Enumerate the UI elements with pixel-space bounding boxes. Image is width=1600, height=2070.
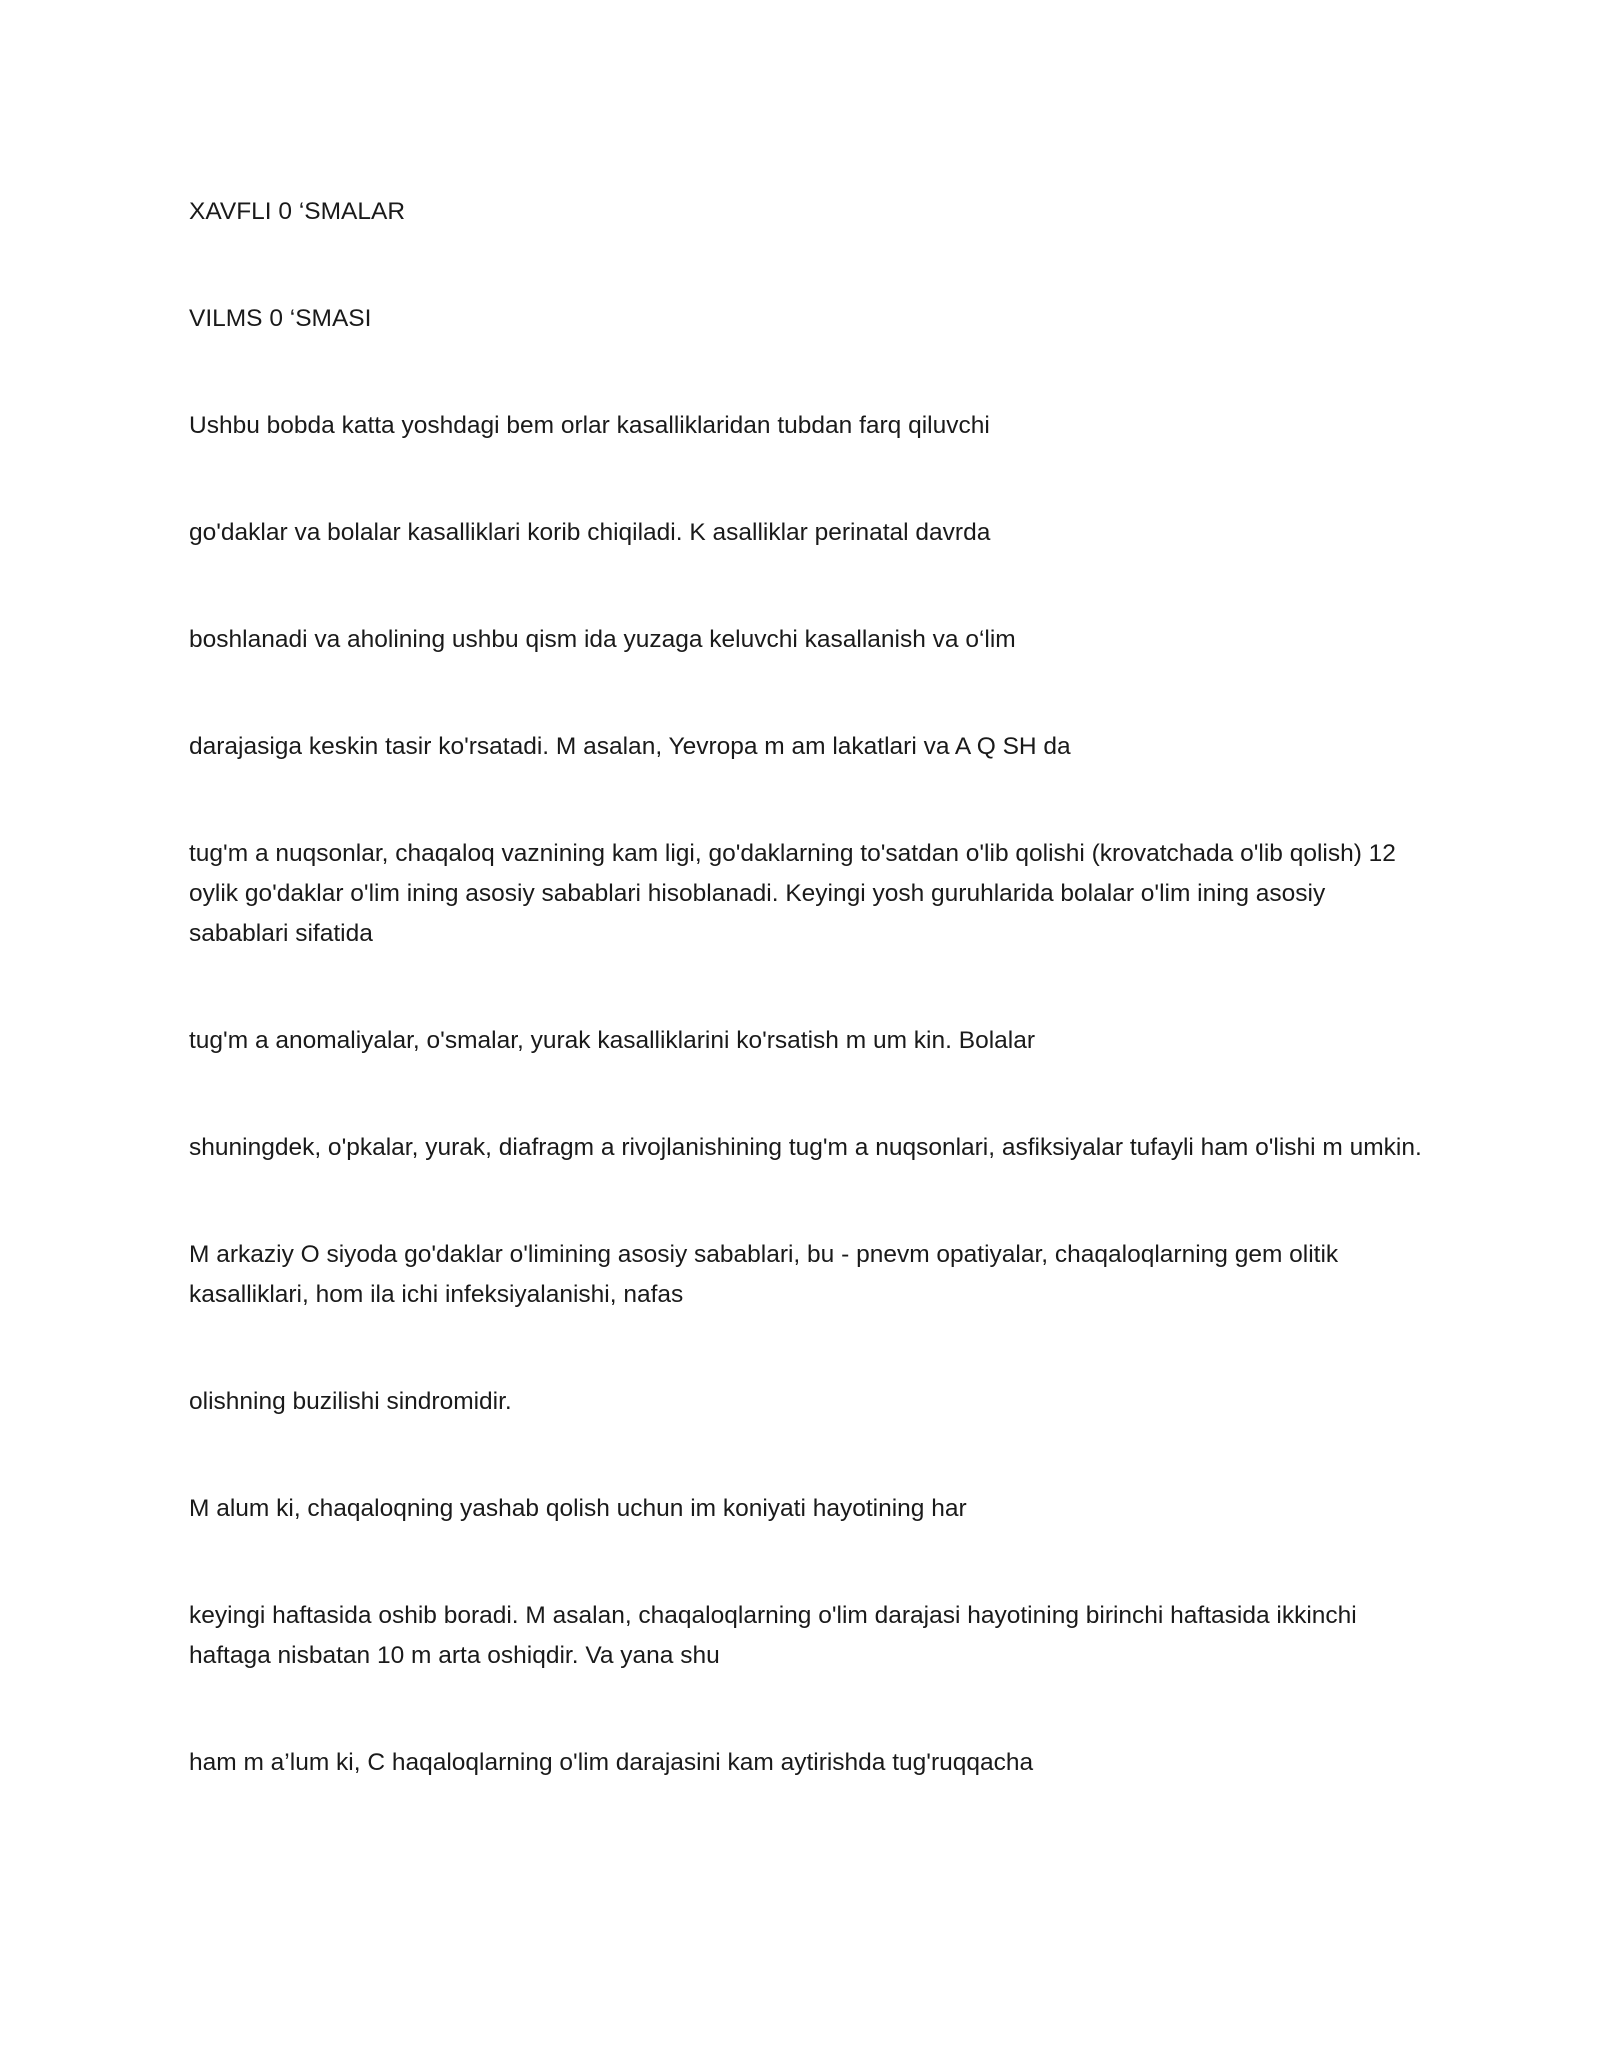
paragraph: keyingi haftasida oshib boradi. M asalan, chaqaloqlarning o'lim darajasi hayotining birinchi haftasida ikkinchi haftaga nisbatan 10 m arta oshiqdir. Va yana shu <box>189 1602 1357 1669</box>
paragraph: M arkaziy O siyoda go'daklar o'limining asosiy sabablari, bu - pnevm opatiyalar, chaqaloqlarning gem olitik kasalliklari, hom ila ichi infeksiyalanishi, nafas <box>189 1241 1339 1308</box>
paragraph: olishning buzilishi sindromidir. <box>189 1388 512 1415</box>
document-subheading: VILMS 0 ‘SMASI <box>189 305 372 332</box>
document-heading: XAVFLI 0 ‘SMALAR <box>189 198 406 225</box>
paragraph: darajasiga keskin tasir ko'rsatadi. M asalan, Yevropa m am lakatlari va A Q SH da <box>189 733 1071 760</box>
paragraph: shuningdek, o'pkalar, yurak, diafragm a rivojlanishining tug'm a nuqsonlari, asfiksiyalar tufayli ham o'lishi m umkin. <box>189 1134 1422 1161</box>
paragraph: go'daklar va bolalar kasalliklari korib chiqiladi. K asalliklar perinatal davrda <box>189 519 991 546</box>
paragraph: ham m a’lum ki, C haqaloqlarning o'lim darajasini kam aytirishda tug'ruqqacha <box>189 1749 1034 1776</box>
paragraph: tug'm a anomaliyalar, o'smalar, yurak kasalliklarini ko'rsatish m um kin. Bolalar <box>189 1027 1035 1054</box>
paragraph: tug'm a nuqsonlar, chaqaloq vaznining kam ligi, go'daklarning to'satdan o'lib qolishi (krovatchada o'lib qolish) 12 oylik go'daklar o'lim ining asosiy sabablari hisoblanadi. Keyingi yosh guruhlarida bolalar o'lim ining asosiy sabablari sifatida <box>189 840 1396 947</box>
paragraph: boshlanadi va aholining ushbu qism ida yuzaga keluvchi kasallanish va o‘lim <box>189 626 1016 653</box>
paragraph: Ushbu bobda katta yoshdagi bem orlar kasalliklaridan tubdan farq qiluvchi <box>189 412 990 439</box>
paragraph: M alum ki, chaqaloqning yashab qolish uchun im koniyati hayotining har <box>189 1495 967 1522</box>
document-body <box>189 192 1429 1850</box>
